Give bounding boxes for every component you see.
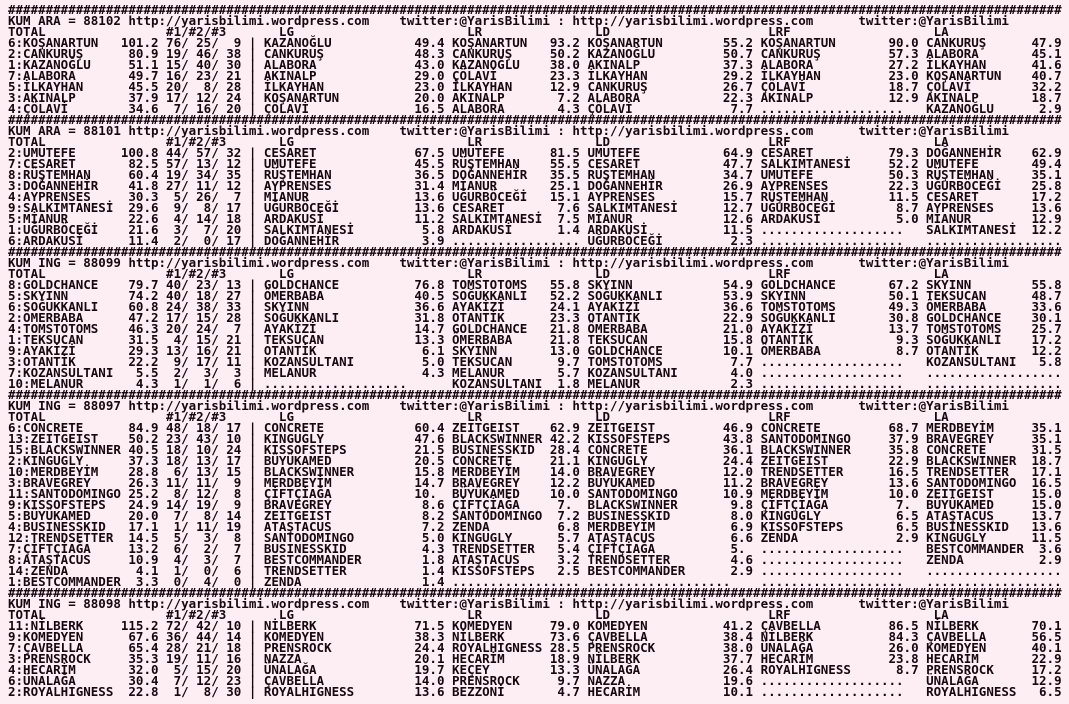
stats-row: 4:AYPRENSES 30.3 5/ 26/ 7 | MİANUR 13.6 UĞURBÖCEĞİ 15.1 AYPRENSES 15.7 RÜŞTEMHAN 11.5 CESARET 17.2 xyxy=(8,189,1069,204)
stats-row: 7:ÇİFTÇİAĞA 13.2 6/ 2/ 7 | BUSINESSKID 4.3 TRENDSETTER 5.4 ÇİFTÇİAĞA 5. ................... BESTCOMMANDER 3.6 xyxy=(8,541,1069,556)
stats-row: 10:MELANUR 4.3 1/ 1/ 6 | ................... KOZANSULTANI 1.8 MELANUR 2.3 ................... .................. xyxy=(8,376,1069,391)
stats-row: 9:AYAKİZİ 29.3 13/ 16/ 21 | OTANTİK 6.1 SKYINN 13.0 GOLDCHANCE 10.1 ÖMERBABA 8.7 OTANTİK 12.2 xyxy=(8,343,1069,358)
stats-row: 11:SANTODOMINGO 25.2 8/ 12/ 8 | ÇİFTÇİAĞA 10. BÜYÜKAMED 10.0 SANTODOMINGO 10.9 MERDBEYİM 10.0 ZEITGEIST 15.0 xyxy=(8,486,1069,501)
stats-row: 1:TEKSUCAN 31.5 4/ 15/ 21 | TEKSUCAN 13.3 ÖMERBABA 21.8 TEKSUCAN 15.8 OTANTİK 9.3 SOĞUKKANLI 17.2 xyxy=(8,332,1069,347)
stats-row: 4:HECARİM 32.0 5/ 15/ 20 | ÜNALAĞA 19.7 KEÇEY 13.3 ÜNALAĞA 26.4 ROYALHIGNESS 8.7 PRENSROCK 17.2 xyxy=(8,662,1069,677)
stats-row: 8:ATAŞTACUS 10.9 4/ 3/ 7 | BESTCOMMANDER 1.8 ATAŞTACUS 3.2 TRENDSETTER 4.6 ................... ZENDA 2.9 xyxy=(8,552,1069,567)
race-section xyxy=(8,114,1069,246)
section-header-line: KUM ING = 88098 http://yarisbilimi.wordpress.com twitter:@YarisBilimi : http://yarisbilimi.wordpress.com twitter:@YarisBilimi xyxy=(8,596,1009,611)
stats-row: 2:CANKURUŞ 80.9 19/ 46/ 38 | CANKURUŞ 48.3 CANKURUŞ 50.2 KAZANOĞLU 50.7 CANKURUŞ 57.3 ALABORA 45.1 xyxy=(8,46,1069,61)
stats-row: 2:ÖMERBABA 47.2 17/ 15/ 28 | SOĞUKKANLI 31.8 OTANTİK 23.3 OTANTİK 22.9 SOĞUKKANLI 30.8 GOLDCHANCE 30.1 xyxy=(8,310,1069,325)
column-header-line: TOTAL #1/#2/#3 LG LR LD LRF LA xyxy=(8,607,1062,622)
stats-row: 8:GOLDCHANCE 79.7 40/ 23/ 13 | GOLDCHANCE 76.8 TOMSTOTOMS 55.8 SKYINN 54.9 GOLDCHANCE 67.2 SKYINN 55.8 xyxy=(8,277,1069,292)
section-header-line: KUM ARA = 88102 http://yarisbilimi.wordpress.com twitter:@YarisBilimi : http://yarisbilimi.wordpress.com twitter:@YarisBilimi xyxy=(8,13,1009,28)
separator-line: ############################################################################################################################################ xyxy=(8,585,1062,600)
section-header-line: KUM ING = 88097 http://yarisbilimi.wordpress.com twitter:@YarisBilimi : http://yarisbilimi.wordpress.com twitter:@YarisBilimi xyxy=(8,398,1009,413)
stats-row: 5:SKYINN 74.2 40/ 18/ 27 | ÖMERBABA 40.5 SOĞUKKANLI 52.2 SOĞUKKANLI 53.9 SKYINN 50.1 TEKSUCAN 48.7 xyxy=(8,288,1069,303)
column-header-line: TOTAL #1/#2/#3 LG LR LD LRF LA xyxy=(8,24,1062,39)
stats-row: 8:RÜŞTEMHAN 60.4 19/ 34/ 35 | RÜŞTEMHAN 36.5 DOĞANNEHİR 35.5 RÜŞTEMHAN 34.7 UMUTEFE 50.3 RÜŞTEMHAN 35.1 xyxy=(8,167,1069,182)
stats-row: 2:UMUTEFE 100.8 44/ 57/ 32 | CESARET 67.5 UMUTEFE 81.5 UMUTEFE 64.9 CESARET 79.3 DOĞANNEHİR 62.9 xyxy=(8,145,1069,160)
stats-row: 7:CESARET 82.5 57/ 13/ 12 | UMUTEFE 45.5 RÜŞTEMHAN 55.5 CESARET 47.7 SALKIMTANESİ 52.2 UMUTEFE 49.4 xyxy=(8,156,1069,171)
stats-row: 1:KAZANOĞLU 51.1 15/ 40/ 30 | ALABORA 43.0 KAZANOĞLU 38.0 AKINALP 37.3 ALABORA 27.2 İLKAYHAN 41.6 xyxy=(8,57,1069,72)
race-section xyxy=(8,4,1069,114)
separator-line: ############################################################################################################################################ xyxy=(8,244,1062,259)
separator-line: ############################################################################################################################################ xyxy=(8,2,1062,17)
stats-row: 6:ÜNALAĞA 30.4 7/ 12/ 23 | ÇAVBELLA 14.0 PRENSROCK 9.7 NAZZA 19.6 ................... ÜNALAĞA 12.9 xyxy=(8,673,1069,688)
race-section xyxy=(8,246,1069,389)
column-header-line: TOTAL #1/#2/#3 LG LR LD LRF LA xyxy=(8,409,1062,424)
stats-row: 3:AKINALP 37.9 17/ 12/ 24 | KOŞANARTUN 20.0 AKINALP 7.2 ALABORA 22.3 AKINALP 12.9 AKINALP 18.7 xyxy=(8,90,1069,105)
stats-row: 3:BRAVEGREY 26.3 11/ 11/ 9 | MERDBEYİM 14.7 BRAVEGREY 12.2 BÜYÜKAMED 11.2 BRAVEGREY 13.6 SANTODOMINGO 16.5 xyxy=(8,475,1069,490)
stats-row: 9:SALKIMTANESİ 29.6 9/ 8/ 17 | UĞURBÖCEĞİ 13.6 CESARET 7.6 SALKIMTANESİ 12.7 UĞURBÖCEĞİ 8.7 AYPRENSES 13.6 xyxy=(8,200,1069,215)
separator-line: ############################################################################################################################################ xyxy=(8,387,1062,402)
column-header-line: TOTAL #1/#2/#3 LG LR LD LRF LA xyxy=(8,266,1062,281)
section-header-line: KUM ING = 88099 http://yarisbilimi.wordpress.com twitter:@YarisBilimi : http://yarisbilimi.wordpress.com twitter:@YarisBilimi xyxy=(8,255,1009,270)
stats-row: 15:BLACKSWINNER 40.5 18/ 10/ 24 | KISSOFSTEPS 21.5 BUSINESSKID 28.4 CONCRETE 36.1 BLACKSWINNER 35.8 CONCRETE 31.5 xyxy=(8,442,1069,457)
stats-row: 10:MERDBEYİM 28.8 6/ 13/ 15 | BLACKSWINNER 15.8 MERDBEYİM 14.0 BRAVEGREY 12.0 TRENDSETTER 16.5 TRENDSETTER 17.1 xyxy=(8,464,1069,479)
stats-row: 2:ROYALHIGNESS 22.8 1/ 8/ 30 | ROYALHIGNESS 13.6 BEZZONİ 4.7 HECARİM 10.1 ................... ROYALHIGNESS 6.5 xyxy=(8,684,1069,699)
race-section xyxy=(8,587,1069,697)
stats-row: 1:UĞURBÖCEĞİ 21.6 3/ 7/ 20 | SALKIMTANESİ 5.8 ARDAKUSİ 1.4 ARDAKUSİ 11.5 ................... SALKIMTANESİ 12.2 xyxy=(8,222,1069,237)
stats-row: 6:CONCRETE 84.9 48/ 18/ 17 | CONCRETE 60.4 ZEITGEIST 62.9 ZEITGEIST 46.9 CONCRETE 68.7 MERDBEYİM 35.1 xyxy=(8,420,1069,435)
stats-row: 2:KINGUGLY 37.3 18/ 13/ 17 | BÜYÜKAMED 20.5 CONCRETE 21.1 KINGUGLY 24.4 ZEITGEIST 22.9 BLACKSWINNER 18.7 xyxy=(8,453,1069,468)
separator-line: ############################################################################################################################################ xyxy=(8,112,1062,127)
race-section xyxy=(8,389,1069,587)
section-header-line: KUM ARA = 88101 http://yarisbilimi.wordpress.com twitter:@YarisBilimi : http://yarisbilimi.wordpress.com twitter:@YarisBilimi xyxy=(8,123,1009,138)
column-header-line: TOTAL #1/#2/#3 LG LR LD LRF LA xyxy=(8,134,1062,149)
stats-row: 4:ÇÖLAVİ 34.6 7/ 16/ 20 | ÇÖLAVİ 16.5 ALABORA 4.3 ÇÖLAVİ 7.7 ................... KAZANOĞLU 2.9 xyxy=(8,101,1069,116)
stats-row: 9:KOMEDYEN 67.6 36/ 44/ 14 | KOMEDYEN 38.3 NİLBERK 73.6 ÇAVBELLA 38.4 NİLBERK 84.3 ÇAVBELLA 56.5 xyxy=(8,629,1069,644)
stats-row: 3:PRENSROCK 35.3 19/ 11/ 16 | NAZZA 20.1 HECARİM 18.9 NİLBERK 37.7 HECARİM 23.8 HECARİM 22.9 xyxy=(8,651,1069,666)
stats-row: 6:ARDAKUSİ 11.4 2/ 0/ 17 | DOĞANNEHİR 3.9 ................. UĞURBÖCEĞİ 2.3 ................... .................. xyxy=(8,233,1069,248)
stats-row: 6:SOĞUKKANLI 60.8 24/ 38/ 33 | SKYINN 36.6 AYAKİZİ 24.1 AYAKİZİ 36.6 TOMSTOTOMS 49.3 ÖMERBABA 33.6 xyxy=(8,299,1069,314)
stats-row: 7:KOZANSULTANI 5.5 2/ 3/ 3 | MELANUR 4.3 MELANUR 5.7 KOZANSULTANI 4.0 ................... .................. xyxy=(8,365,1069,380)
stats-row: 14:ZENDA 4.1 1/ 0/ 6 | TRENDSETTER 1.4 KISSOFSTEPS 2.5 BESTCOMMANDER 2.9 ................... .................. xyxy=(8,563,1069,578)
stats-row: 5:İLKAYHAN 45.5 20/ 8/ 28 | İLKAYHAN 23.0 İLKAYHAN 12.9 CANKURUŞ 26.7 ÇÖLAVİ 18.7 ÇÖLAVİ 32.2 xyxy=(8,79,1069,94)
stats-row: 12:TRENDSETTER 14.5 5/ 3/ 8 | SANTODOMINGO 5.0 KINGUGLY 5.7 ATAŞTACUS 6.6 ZENDA 2.9 KINGUGLY 11.5 xyxy=(8,530,1069,545)
stats-row: 11:NİLBERK 115.2 72/ 42/ 10 | NİLBERK 71.5 KOMEDYEN 79.0 KOMEDYEN 41.2 ÇAVBELLA 86.5 NİLBERK 70.1 xyxy=(8,618,1069,633)
stats-row: 7:ALABORA 49.7 16/ 23/ 21 | AKINALP 29.0 ÇÖLAVİ 23.3 İLKAYHAN 29.2 İLKAYHAN 23.0 KOŞANARTUN 40.7 xyxy=(8,68,1069,83)
stats-row: 1:BESTCOMMANDER 3.3 0/ 4/ 0 | ZENDA 1.4 ................. ................... ................... .................. xyxy=(8,574,1069,589)
stats-row: 9:KISSOFSTEPS 24.9 14/ 19/ 9 | BRAVEGREY 8.6 ÇİFTÇİAĞA 7. BLACKSWINNER 9.8 ÇİFTÇİAĞA 7. BÜYÜKAMED 15.0 xyxy=(8,497,1069,512)
stats-row: 5:BÜYÜKAMED 20.0 7/ 8/ 14 | ZEITGEIST 8.2 SANTODOMINGO 7.2 BUSINESSKID 8.0 KINGUGLY 6.5 ATAŞTACUS 13.7 xyxy=(8,508,1069,523)
stats-row: 4:TOMSTOTOMS 46.3 20/ 24/ 7 | AYAKİZİ 14.7 GOLDCHANCE 21.8 ÖMERBABA 21.0 AYAKİZİ 13.7 TOMSTOTOMS 25.7 xyxy=(8,321,1069,336)
stats-row: 4:BUSINESSKID 17.1 1/ 11/ 19 | ATAŞTACUS 7.2 ZENDA 6.8 MERDBEYİM 6.9 KISSOFSTEPS 6.5 BUSINESSKID 13.6 xyxy=(8,519,1069,534)
stats-row: 3:DOĞANNEHİR 41.8 27/ 11/ 12 | AYPRENSES 31.4 MİANUR 25.1 DOĞANNEHİR 26.9 AYPRENSES 22.3 UĞURBÖCEĞİ 25.8 xyxy=(8,178,1069,193)
stats-row: 5:MİANUR 22.6 4/ 14/ 18 | ARDAKUSİ 11.2 SALKIMTANESİ 7.5 MİANUR 12.6 ARDAKUSİ 5.0 MİANUR 12.9 xyxy=(8,211,1069,226)
stats-row: 6:KOŞANARTUN 101.2 76/ 25/ 9 | KAZANOĞLU 49.4 KOŞANARTUN 93.2 KOŞANARTUN 55.2 KOŞANARTUN 90.0 CANKURUŞ 47.9 xyxy=(8,35,1069,50)
stats-row: 3:OTANTİK 22.2 9/ 17/ 11 | KOZANSULTANI 5.0 TEKSUCAN 9.7 TOMSTOTOMS 7.7 ................... KOZANSULTANI 5.8 xyxy=(8,354,1069,369)
stats-row: 7:ÇAVBELLA 65.4 28/ 21/ 18 | PRENSROCK 24.4 ROYALHIGNESS 28.5 PRENSROCK 38.0 ÜNALAĞA 26.0 KOMEDYEN 40.1 xyxy=(8,640,1069,655)
stats-row: 13:ZEITGEIST 50.2 23/ 43/ 10 | KINGUGLY 47.6 BLACKSWINNER 42.2 KISSOFSTEPS 43.8 SANTODOMINGO 37.9 BRAVEGREY 35.1 xyxy=(8,431,1069,446)
